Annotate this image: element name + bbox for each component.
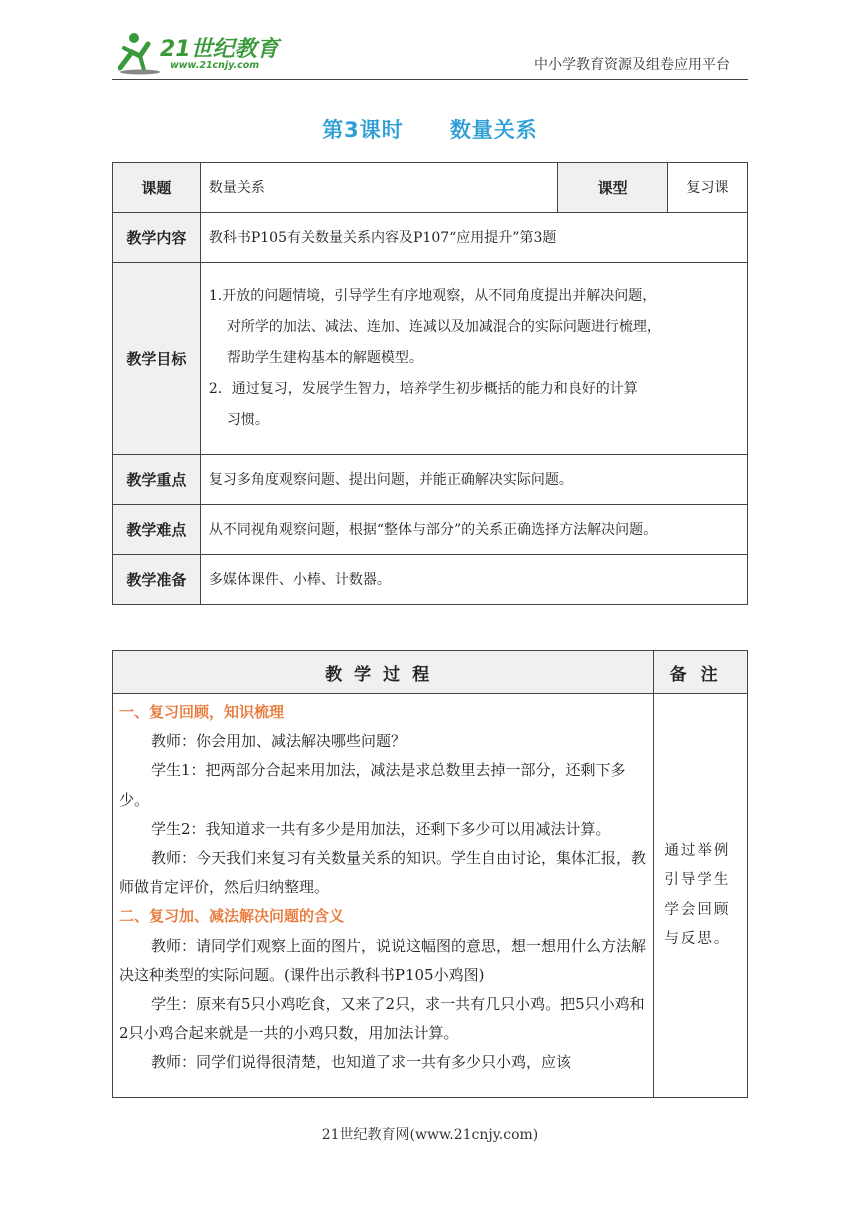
lesson-number: 第3课时 — [322, 118, 404, 142]
teaching-process-table — [112, 650, 748, 1098]
focus-value: 复习多角度观察问题、提出问题，并能正确解决实际问题。 — [200, 455, 747, 505]
topic-value: 数量关系 — [200, 163, 557, 213]
goal-line: 帮助学生建构基本的解题模型。 — [226, 350, 423, 366]
note-header: 备注 — [654, 651, 748, 694]
paragraph: 教师：同学们说得很清楚，也知道了求一共有多少只小鸡，应该 — [151, 1053, 572, 1072]
type-label: 课型 — [558, 163, 668, 213]
topic-label: 课题 — [113, 163, 201, 213]
prep-value: 多媒体课件、小棒、计数器。 — [200, 555, 747, 605]
site-logo — [118, 30, 288, 76]
logo-url: www.21cnjy.com — [170, 60, 260, 71]
page-title — [0, 114, 860, 144]
section-heading: 二、复习加、减法解决问题的含义 — [119, 907, 345, 926]
lesson-info-table — [112, 162, 748, 605]
content-label: 教学内容 — [113, 213, 201, 263]
content-value: 教科书P105有关数量关系内容及P107“应用提升”第3题 — [200, 213, 747, 263]
type-value: 复习课 — [668, 163, 748, 213]
process-header: 教学过程 — [113, 651, 654, 694]
prep-label: 教学准备 — [113, 555, 201, 605]
paragraph: 教师：今天我们来复习有关数量关系的知识。学生自由讨论，集体汇报，教师做肯定评价，然后归纳整理。 — [119, 849, 647, 897]
paragraph: 学生2：我知道求一共有多少是用加法，还剩下多少可以用减法计算。 — [151, 819, 611, 838]
lesson-topic: 数量关系 — [449, 118, 538, 142]
logo-text: 21世纪教育 — [160, 37, 279, 62]
difficulty-label: 教学难点 — [113, 505, 201, 555]
goals-value — [200, 263, 747, 455]
goal-line: 2．通过复习，发展学生智力，培养学生初步概括的能力和良好的计算 — [208, 381, 638, 397]
remark-note: 通过举例引导学生学会回顾与反思。 — [654, 694, 748, 1098]
goals-label: 教学目标 — [113, 263, 201, 455]
goal-line: 习惯。 — [226, 412, 269, 428]
process-body — [113, 694, 654, 1098]
difficulty-value: 从不同视角观察问题，根据“整体与部分”的关系正确选择方法解决问题。 — [200, 505, 747, 555]
goal-line: 1.开放的问题情境，引导学生有序地观察，从不同角度提出并解决问题， — [208, 288, 657, 304]
platform-name: 中小学教育资源及组卷应用平台 — [534, 57, 730, 73]
section-heading: 一、复习回顾，知识梳理 — [119, 703, 285, 721]
paragraph: 学生：原来有5只小鸡吃食，又来了2只，求一共有几只小鸡。把5只小鸡和2只小鸡合起来就是一共的小鸡只数，用加法计算。 — [119, 995, 645, 1043]
page-footer: 21世纪教育网(www.21cnjy.com) — [321, 1127, 539, 1143]
focus-label: 教学重点 — [113, 455, 201, 505]
goal-line: 对所学的加法、减法、连加、连减以及加减混合的实际问题进行梳理， — [226, 319, 661, 335]
paragraph: 学生1：把两部分合起来用加法，减法是求总数里去掉一部分，还剩下多少。 — [119, 761, 626, 809]
paragraph: 教师：请同学们观察上面的图片，说说这幅图的意思，想一想用什么方法解决这种类型的实际问题。(课件出示教科书P105小鸡图) — [119, 936, 647, 984]
paragraph: 教师：你会用加、减法解决哪些问题？ — [151, 732, 407, 751]
header-divider — [112, 79, 748, 80]
